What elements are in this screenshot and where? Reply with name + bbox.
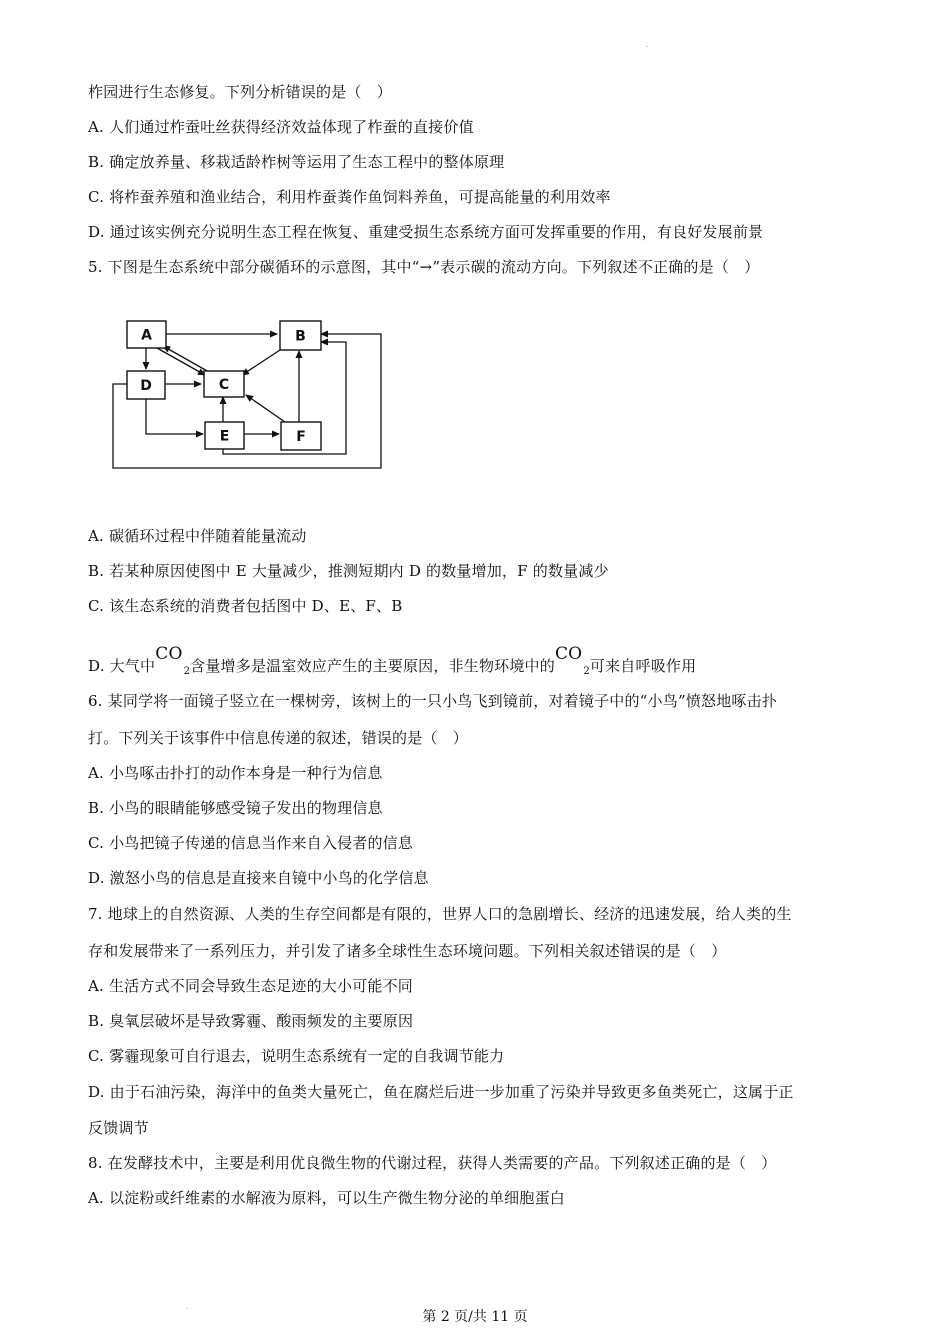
arrow-c-to-a xyxy=(163,346,209,372)
q6-stem-line1: 6. 某同学将一面镜子竖立在一棵树旁，该树上的一只小鸟飞到镜前，对着镜子中的“小鸟”愤怒地啄击扑 xyxy=(88,692,778,710)
label-a: A xyxy=(141,327,152,344)
q6-option-b: B. 小鸟的眼睛能够感受镜子发出的物理信息 xyxy=(88,799,383,817)
q4-option-d: D. 通过该实例充分说明生态工程在恢复、重建受损生态系统方面可发挥重要的作用，有良好发展前景 xyxy=(88,223,764,241)
page-footer: 第 2 页/共 11 页 xyxy=(422,1309,528,1325)
q5-option-a: A. 碳循环过程中伴随着能量流动 xyxy=(88,527,307,545)
carbon-cycle-diagram xyxy=(105,318,390,478)
arrow-f-to-c xyxy=(246,395,285,422)
q7-option-a: A. 生活方式不同会导致生态足迹的大小可能不同 xyxy=(88,977,413,995)
q4-option-c: C. 将柞蚕养殖和渔业结合，利用柞蚕粪作鱼饲料养鱼，可提高能量的利用效率 xyxy=(88,188,611,206)
q7-stem-line2: 存和发展带来了一系列压力，并引发了诸多全球性生态环境问题。下列相关叙述错误的是（ ） xyxy=(88,942,727,960)
scan-dot-top: . xyxy=(646,40,649,49)
q5-option-d-part1: D. 大气中 xyxy=(88,657,156,675)
label-d: D xyxy=(140,378,152,394)
q6-option-a: A. 小鸟啄击扑打的动作本身是一种行为信息 xyxy=(88,764,383,782)
q7-option-b: B. 臭氧层破坏是导致雾霾、酸雨频发的主要原因 xyxy=(88,1012,414,1030)
co2-formula-2: CO xyxy=(554,644,583,664)
label-b: B xyxy=(295,328,306,345)
q5-option-b: B. 若某种原因使图中 E 大量减少，推测短期内 D 的数量增加，F 的数量减少 xyxy=(88,562,609,580)
q4-stem-tail: 柞园进行生态修复。下列分析错误的是（ ） xyxy=(88,83,393,101)
label-f: F xyxy=(296,429,306,445)
q6-stem-line2: 打。下列关于该事件中信息传递的叙述，错误的是（ ） xyxy=(88,729,469,747)
q4-option-b: B. 确定放养量、移栽适龄柞树等运用了生态工程中的整体原理 xyxy=(88,153,505,171)
scan-dot-bottom: . xyxy=(186,1302,189,1311)
q8-option-a: A. 以淀粉或纤维素的水解液为原料，可以生产微生物分泌的单细胞蛋白 xyxy=(88,1189,565,1207)
co2-subscript-2: 2 xyxy=(583,666,590,677)
label-e: E xyxy=(219,428,230,445)
q5-option-d-part3: 可来自呼吸作用 xyxy=(589,657,697,675)
q7-option-d: D. 由于石油污染，海洋中的鱼类大量死亡，鱼在腐烂后进一步加重了污染并导致更多鱼类死亡，这属于正 xyxy=(88,1083,794,1101)
q5-stem: 5. 下图是生态系统中部分碳循环的示意图，其中“→”表示碳的流动方向。下列叙述不正确的是（ ） xyxy=(88,258,760,276)
q5-option-d-part2: 含量增多是温室效应产生的主要原因，非生物环境中的 xyxy=(190,657,555,675)
q6-option-c: C. 小鸟把镜子传递的信息当作来自入侵者的信息 xyxy=(88,834,414,852)
q7-option-d-cont: 反馈调节 xyxy=(88,1119,149,1137)
q8-stem: 8. 在发酵技术中，主要是利用优良微生物的代谢过程，获得人类需要的产品。下列叙述正确的是（ ） xyxy=(88,1154,777,1172)
q6-option-d: D. 激怒小鸟的信息是直接来自镜中小鸟的化学信息 xyxy=(88,869,429,887)
label-c: C xyxy=(218,377,230,393)
q5-option-c: C. 该生态系统的消费者包括图中 D、E、F、B xyxy=(88,597,403,615)
arrow-d-to-b xyxy=(113,334,381,468)
q4-option-a: A. 人们通过柞蚕吐丝获得经济效益体现了柞蚕的直接价值 xyxy=(88,118,474,136)
q5-option-d xyxy=(88,644,696,682)
arrow-b-to-c xyxy=(242,350,280,375)
q7-stem-line1: 7. 地球上的自然资源、人类的生存空间都是有限的，世界人口的急剧增长、经济的迅速发展，给人类的生 xyxy=(88,905,792,923)
co2-formula-1: CO xyxy=(155,644,183,664)
q7-option-c: C. 雾霾现象可自行退去，说明生态系统有一定的自我调节能力 xyxy=(88,1047,505,1065)
co2-subscript-1: 2 xyxy=(183,666,191,677)
arrow-d-to-e xyxy=(146,399,203,434)
